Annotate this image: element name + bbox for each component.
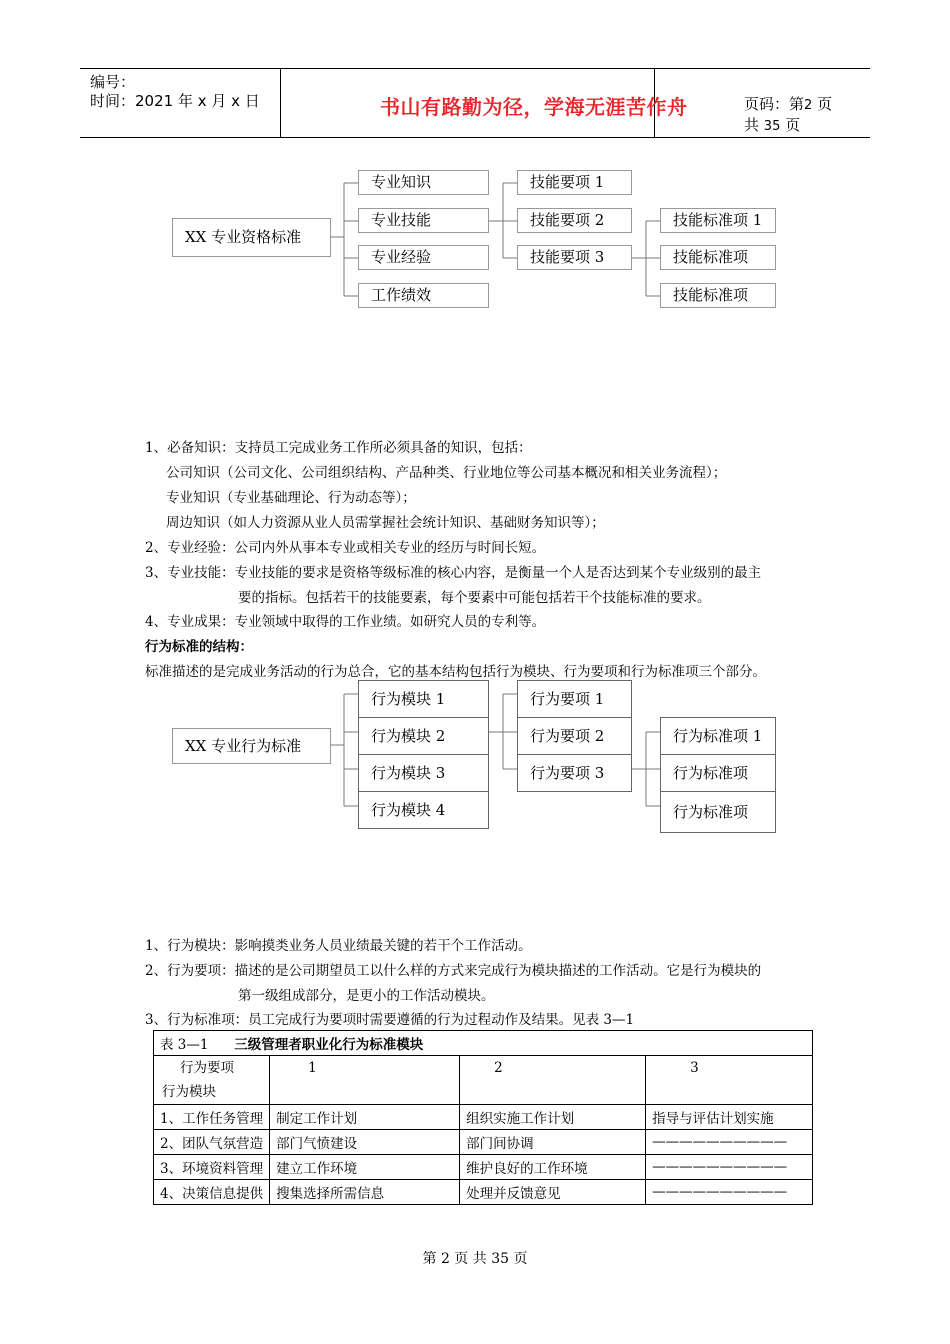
table-cell: 维护良好的工作环境 [460, 1155, 646, 1180]
diagram1-level1-node: 工作绩效 [358, 283, 489, 308]
skill-item: 3、专业技能：专业技能的要求是资格等级标准的核心内容，是衡量一个人是否达到某个专业级别的最主 [145, 565, 762, 581]
diagram1-level1-node: 专业技能 [358, 208, 489, 233]
table-row [154, 1180, 813, 1205]
motto: 书山有路勤为径，学海无涯苦作舟 [380, 95, 688, 119]
diagram2-level1-node: 行为模块 1 [358, 680, 489, 718]
table-column-header: 3 [646, 1056, 813, 1105]
table-cell: 3、环境资料管理 [154, 1155, 270, 1180]
diagram2-level3-node: 行为标准项 1 [660, 717, 776, 755]
skill-item-continued: 要的指标。包括若干的技能要素，每个要素中可能包括若干个技能标准的要求。 [238, 590, 711, 606]
diagram2-level3-node: 行为标准项 [660, 791, 776, 833]
behavior-standard-table [153, 1030, 813, 1205]
table-cell: 制定工作计划 [270, 1105, 460, 1130]
table-row [154, 1130, 813, 1155]
table-cell: 搜集选择所需信息 [270, 1180, 460, 1205]
diagram1-level3-node: 技能标准项 [660, 245, 776, 270]
table-cell: 4、决策信息提供 [154, 1180, 270, 1205]
table-cell: 部门间协调 [460, 1130, 646, 1155]
diagram1-level3-node: 技能标准项 [660, 283, 776, 308]
diagram2-root: XX 专业行为标准 [172, 728, 331, 764]
diagram1-level2-node: 技能要项 3 [517, 245, 632, 270]
knowledge-sub-item: 周边知识（如人力资源从业人员需掌握社会统计知识、基础财务知识等）； [166, 515, 605, 531]
table-cell: 组织实施工作计划 [460, 1105, 646, 1130]
section-description: 标准描述的是完成业务活动的行为总合，它的基本结构包括行为模块、行为要项和行为标准项三个部分。 [145, 664, 766, 680]
table-cell: 指导与评估计划实施 [646, 1105, 813, 1130]
table-cell: —————————— [646, 1155, 813, 1180]
diagram2-level2-node: 行为要项 2 [517, 717, 632, 755]
diagram1-level2-node: 技能要项 1 [517, 170, 632, 195]
table-cell: 部门气愤建设 [270, 1130, 460, 1155]
page-end: 页 [785, 116, 801, 134]
page-mid: 页 共 [744, 95, 833, 134]
behavior-key-item: 2、行为要项：描述的是公司期望员工以什么样的方式来完成行为模块描述的工作活动。它是行为模块的 [145, 963, 762, 979]
table-column-header: 1 [270, 1056, 460, 1105]
page-total: 35 [763, 119, 781, 134]
table-caption-row [154, 1031, 813, 1056]
diagram1-level1-node: 专业知识 [358, 170, 489, 195]
table-caption-title: 三级管理者职业化行为标准模块 [234, 1037, 424, 1053]
diagram1-level1-node: 专业经验 [358, 245, 489, 270]
table-cell: —————————— [646, 1180, 813, 1205]
corner-bottom-label: 行为模块 [162, 1084, 216, 1100]
table-cell: 处理并反馈意见 [460, 1180, 646, 1205]
diagram1-root: XX 专业资格标准 [172, 218, 331, 257]
knowledge-sub-item: 公司知识（公司文化、公司组织结构、产品种类、行业地位等公司基本概况和相关业务流程）； [166, 465, 727, 481]
page-label: 页码：第 [744, 95, 805, 113]
table-cell: 1、工作任务管理 [154, 1105, 270, 1130]
diagram1-level3-node: 技能标准项 1 [660, 208, 776, 233]
diagram2-level1-node: 行为模块 2 [358, 717, 489, 755]
behavior-key-item-continued: 第一级组成部分，是更小的工作活动模块。 [238, 988, 495, 1004]
diagram2-level3-node: 行为标准项 [660, 754, 776, 792]
time-label: 时间：2021 年 x 月 x 日 [90, 92, 260, 110]
page-footer: 第 2 页 共 35 页 [422, 1251, 528, 1267]
table-header-row [154, 1056, 813, 1105]
behavior-module-item: 1、行为模块：影响摸类业务人员业绩最关键的若干个工作活动。 [145, 938, 532, 954]
serial-label: 编号： [90, 73, 136, 91]
diagram2-level2-node: 行为要项 1 [517, 680, 632, 718]
corner-top-label: 行为要项 [180, 1060, 234, 1076]
diagram1-level2-node: 技能要项 2 [517, 208, 632, 233]
achievement-item: 4、专业成果：专业领域中取得的工作业绩。如研究人员的专利等。 [145, 614, 546, 630]
table-row [154, 1105, 813, 1130]
diagram2-level1-node: 行为模块 4 [358, 791, 489, 829]
diagram2-level1-node: 行为模块 3 [358, 754, 489, 792]
behavior-standard-item: 3、行为标准项：员工完成行为要项时需要遵循的行为过程动作及结果。见表 3—1 [145, 1012, 635, 1028]
knowledge-item: 1、必备知识：支持员工完成业务工作所必须具备的知识，包括： [145, 440, 532, 456]
table-cell: 2、团队气氛营造 [154, 1130, 270, 1155]
table-row [154, 1155, 813, 1180]
knowledge-sub-item: 专业知识（专业基础理论、行为动态等）； [166, 490, 416, 506]
table-corner-cell [154, 1056, 270, 1105]
table-caption [154, 1031, 813, 1056]
table-cell: —————————— [646, 1130, 813, 1155]
experience-item: 2、专业经验：公司内外从事本专业或相关专业的经历与时间长短。 [145, 540, 546, 556]
page-number: 2 [804, 98, 813, 113]
table-caption-number: 表 3—1 [160, 1037, 209, 1053]
table-column-header: 2 [460, 1056, 646, 1105]
diagram2-level2-node: 行为要项 3 [517, 754, 632, 792]
table-cell: 建立工作环境 [270, 1155, 460, 1180]
section-title: 行为标准的结构： [145, 639, 253, 655]
